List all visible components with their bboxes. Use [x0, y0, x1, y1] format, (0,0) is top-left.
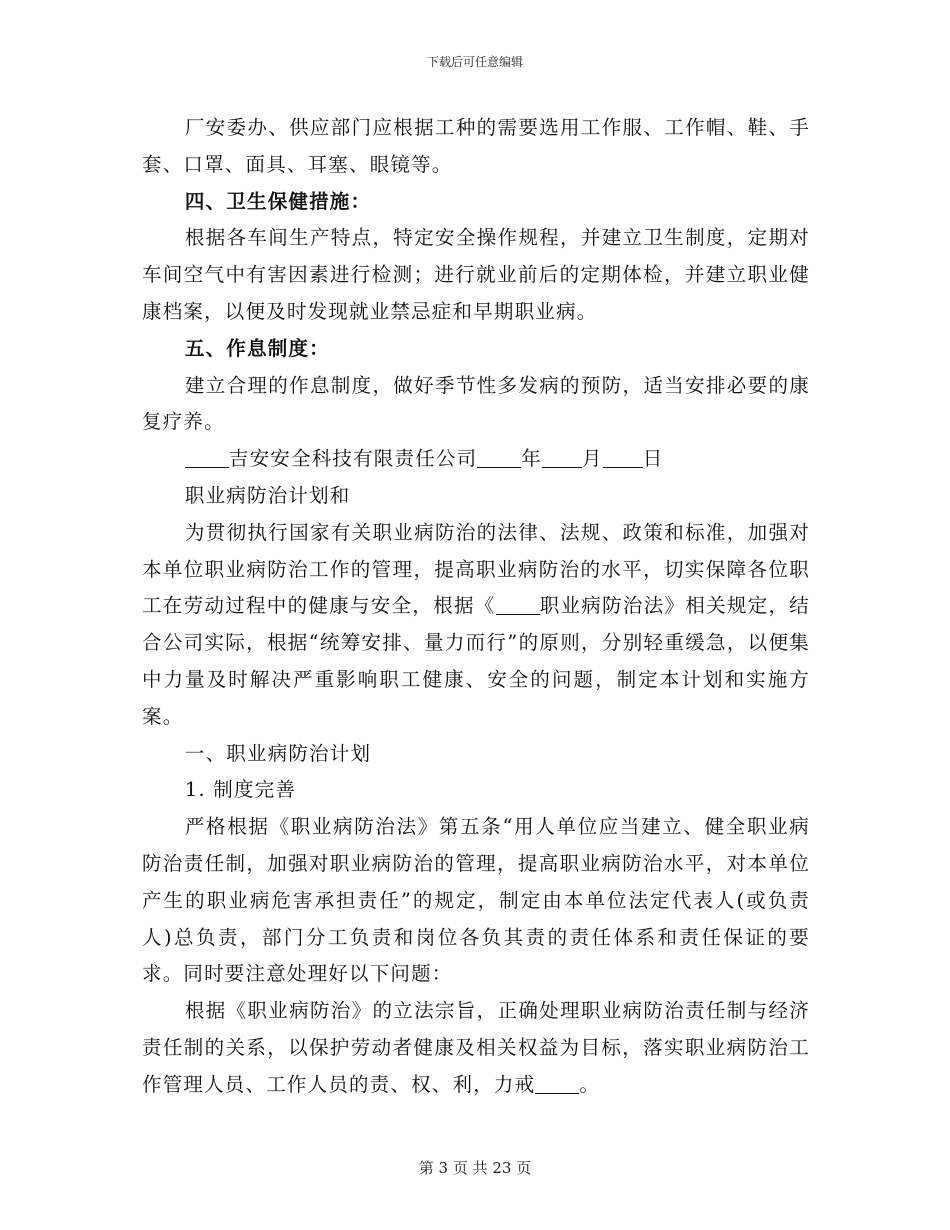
document-body [142, 110, 810, 1104]
paragraph: 厂安委办、供应部门应根据工种的需要选用工作服、工作帽、鞋、手套、口罩、面具、耳塞、眼镜等。 [142, 116, 810, 176]
section-heading: 五、作息制度： [184, 336, 330, 360]
paragraph [142, 515, 810, 736]
blank-line [496, 595, 540, 616]
paragraph-text: 根据《职业病防治》的立法宗旨，正确处理职业病防治责任制与经济责任制的关系，以保护劳动者健康及相关权益为目标，落实职业病防治工作管理人员、工作人员的责、权、利，力戒 [142, 999, 810, 1096]
paragraph: 严格根据《职业病防治法》第五条“用人单位应当建立、健全职业病防治责任制，加强对职业病防治的管理，提高职业病防治水平，对本单位产生的职业病危害承担责任”的规定，制定由本单位法定代表人(或负责人)总负责，部门分工负责和岗位各负其责的责任体系和责任保证的要求。同时要注意处理好以下问题： [142, 815, 810, 986]
paragraph: 根据各车间生产特点，特定安全操作规程，并建立卫生制度，定期对车间空气中有害因素进行检测；进行就业前后的定期体检，并建立职业健康档案，以便及时发现就业禁忌症和早期职业病。 [142, 226, 810, 323]
day-label: 日 [642, 447, 664, 471]
page-footer: 第 3 页 共 23 页 [418, 1159, 532, 1177]
paragraph: 建立合理的作息制度，做好季节性多发病的预防，适当安排必要的康复疗养。 [142, 373, 810, 434]
blank-line [603, 448, 643, 469]
blank-line [185, 448, 229, 469]
paragraph-text: 职业病防治法》相关规定，结合公司实际，根据“统筹安排、量力而行”的原则，分别轻重缓急，以便集中力量及时解决严重影响职工健康、安全的问题，制定本计划和实施方案。 [142, 594, 810, 728]
blank-line [542, 448, 582, 469]
blank-line [477, 448, 521, 469]
month-label: 月 [582, 447, 603, 471]
paragraph-text: 为贯彻执行国家有关职业病防治的法律、法规、政策和标准，加强对本单位职业病防治工作的管理，提高职业病防治的水平，切实保障各位职工在劳动过程中的健康与安全，根据《 [142, 520, 810, 618]
paragraph [142, 993, 810, 1103]
company-name: 吉安安全科技有限责任公司 [228, 447, 478, 471]
paragraph-text: 。 [579, 1072, 601, 1096]
year-label: 年 [521, 447, 542, 471]
section-heading: 四、卫生保健措施： [184, 189, 372, 213]
document-title: 职业病防治计划和 [184, 483, 351, 507]
signature-line [142, 441, 810, 478]
subsection-heading: 1. 制度完善 [184, 778, 297, 802]
page-header: 下载后可任意编辑 [426, 55, 523, 69]
blank-line [535, 1073, 579, 1094]
section-heading: 一、职业病防治计划 [184, 741, 372, 765]
